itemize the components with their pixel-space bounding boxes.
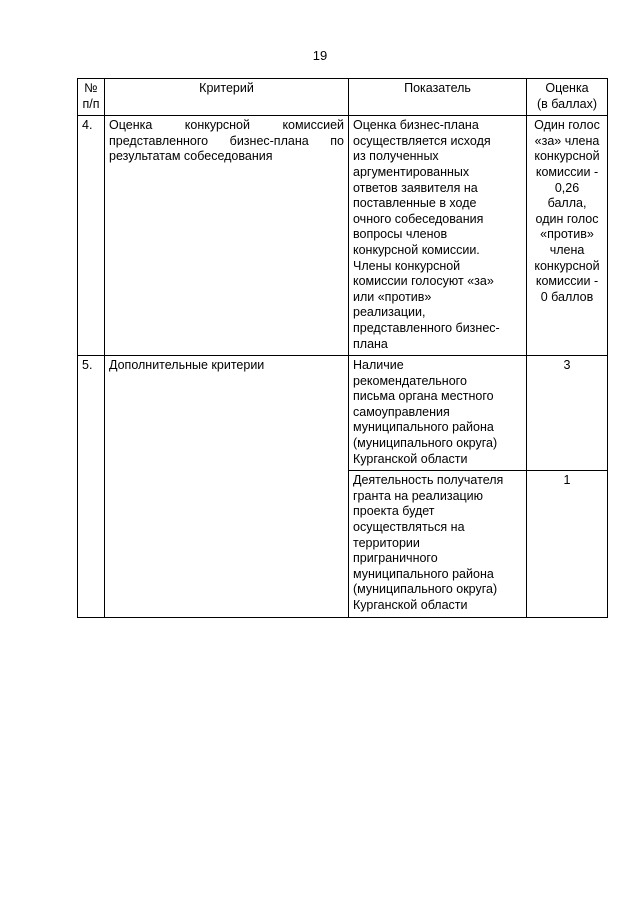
indicator-cell: Деятельность получателя гранта на реализацию проекта будет осуществляться на территории приграничного муниципального района (муниципального округа) Курганской области xyxy=(349,471,527,617)
score-cell: 3 xyxy=(527,356,608,471)
criteria-table xyxy=(77,78,608,618)
score-cell: Один голос «за» члена конкурсной комиссии - 0,26 балла, один голос «против» члена конкурсной комиссии - 0 баллов xyxy=(527,116,608,356)
header-num: № п/п xyxy=(78,79,105,116)
header-criterion: Критерий xyxy=(105,79,349,116)
table-row xyxy=(78,356,608,471)
header-indicator: Показатель xyxy=(349,79,527,116)
table-row xyxy=(78,116,608,356)
row-number: 5. xyxy=(78,356,105,618)
indicator-cell: Оценка бизнес-плана осуществляется исходя из полученных аргументированных ответов заявителя на поставленные в ходе очного собеседования вопросы членов конкурсной комиссии. Члены конкурсной комиссии голосуют «за» или «против» реализации, представленного бизнес- плана xyxy=(349,116,527,356)
row-number: 4. xyxy=(78,116,105,356)
score-cell: 1 xyxy=(527,471,608,617)
page-number: 19 xyxy=(312,48,328,63)
header-score: Оценка (в баллах) xyxy=(527,79,608,116)
criterion-cell: Дополнительные критерии xyxy=(105,356,349,618)
indicator-cell: Наличие рекомендательного письма органа местного самоуправления муниципального района (муниципального округа) Курганской области xyxy=(349,356,527,471)
criterion-cell: Оценка конкурсной комиссией представленного бизнес-плана по результатам собеседования xyxy=(105,116,349,356)
table-header-row xyxy=(78,79,608,116)
